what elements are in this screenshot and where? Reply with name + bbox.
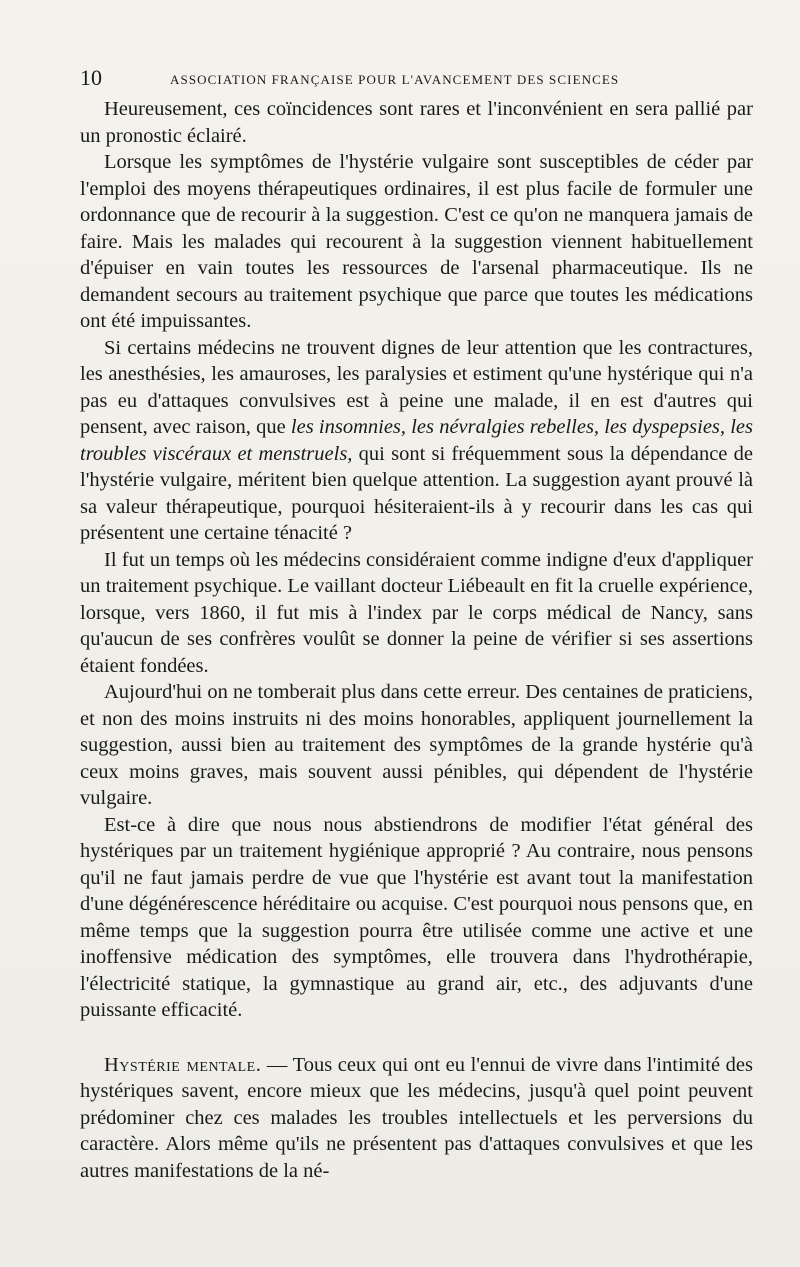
paragraph-7 [80,1052,753,1185]
paragraph-3-italic: les insomnies, les névralgies rebelles, les dyspepsies, les troubles viscéraux et menstruels, [80,416,753,465]
paragraph-7-text: — Tous ceux qui ont eu l'ennui de vivre dans l'intimité des hystériques savent, encore mieux que les médecins, jusqu'à quel point peuvent prédominer chez ces malades les troubles intellectuels et les perversions du caractère. Alors même qu'ils ne présentent pas d'attaques convulsives et que les autres manifestations de la né- [80,1053,753,1182]
paragraph-1: Heureusement, ces coïncidences sont rares et l'inconvénient en sera pallié par un pronostic éclairé. [80,98,753,147]
page-number: 10 [80,65,102,90]
body-text [80,96,753,1184]
paragraph-3-text-b: qui sont si fréquemment sous la dépendance de l'hystérie vulgaire, méritent bien quelque attention. La suggestion ayant prouvé là sa valeur thérapeutique, pourquoi hésiteraient-ils à y recourir dans les cas qui présentent une certaine ténacité ? [80,442,753,544]
running-title: ASSOCIATION FRANÇAISE POUR L'AVANCEMENT DES SCIENCES [170,72,620,87]
paragraph-6: Est-ce à dire que nous nous abstiendrons de modifier l'état général des hystériques par un traitement hygiénique approprié ? Au contraire, nous pensons qu'il ne faut jamais perdre de vue que l'hystérie est avant tout la manifestation d'une dégénérescence héréditaire ou acquise. C'est pourquoi nous pensons que, en même temps que la suggestion pourra être utilisée comme une active et une inoffensive médication des symptômes, elle trouvera dans l'hydrothérapie, l'électricité statique, la gymnastique au grand air, etc., des adjuvants d'une puissante efficacité. [80,813,753,1021]
page-header [80,66,760,90]
paragraph-3-text-a: Si certains médecins ne trouvent dignes de leur attention que les contractures, les anesthésies, les amauroses, les paralysies et estiment qu'une hystérique qui n'a pas eu d'attaques convulsives est à peine une malade, il en est d'autres qui pensent, avec raison, que [80,336,753,438]
paragraph-2: Lorsque les symptômes de l'hystérie vulgaire sont susceptibles de céder par l'emploi des moyens thérapeutiques ordinaires, il est plus facile de formuler une ordonnance que de recourir à la suggestion. C'est ce qu'on ne manquera jamais de faire. Mais les malades qui recourent à la suggestion viennent habituellement d'épuiser en vain toutes les ressources de l'arsenal pharmaceutique. Ils ne demandent secours au traitement psychique que parce que toutes les médications ont été impuissantes. [80,151,753,332]
paragraph-4: Il fut un temps où les médecins considéraient comme indigne d'eux d'appliquer un traitement psychique. Le vaillant docteur Liébeault en fit la cruelle expérience, lorsque, vers 1860, il fut mis à l'index par le corps médical de Nancy, sans qu'aucun de ses confrères voulût se donner la peine de vérifier si ses assertions étaient fondées. [80,548,753,677]
paragraph-5: Aujourd'hui on ne tomberait plus dans cette erreur. Des centaines de praticiens, et non des moins instruits ni des moins honorables, appliquent journellement la suggestion, aussi bien au traitement des symptômes de la grande hystérie qu'à ceux moins graves, mais souvent aussi pénibles, qui dépendent de l'hystérie vulgaire. [80,681,753,809]
section-heading: Hystérie mentale. [104,1053,262,1076]
paragraph-3 [80,335,753,547]
